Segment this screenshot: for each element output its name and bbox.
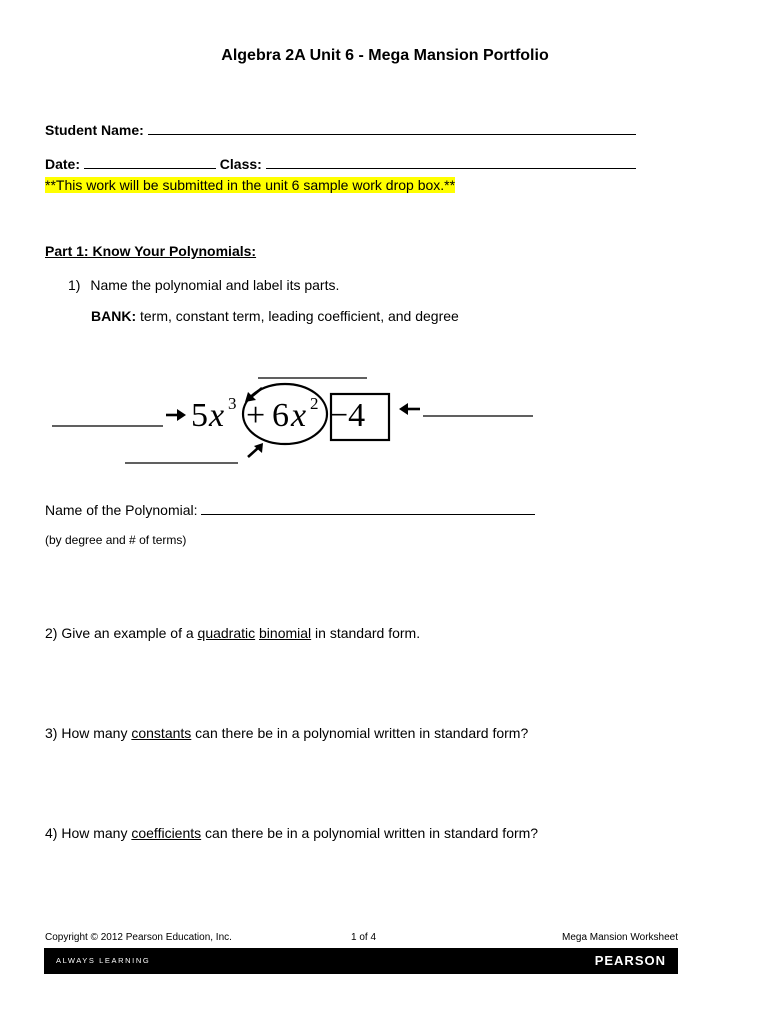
term2-sign: + bbox=[246, 397, 266, 434]
footer-page-number: 1 of 4 bbox=[351, 932, 377, 943]
part1-heading: Part 1: Know Your Polynomials: bbox=[45, 243, 257, 259]
q2-prefix: 2) Give an example of a bbox=[45, 625, 198, 641]
footer-copyright: Copyright © 2012 Pearson Education, Inc. bbox=[45, 932, 232, 943]
date-class-line bbox=[45, 156, 636, 172]
polynomial-name-field[interactable] bbox=[201, 502, 535, 515]
page-title: Algebra 2A Unit 6 - Mega Mansion Portfolio bbox=[221, 47, 549, 64]
q1-text: Name the polynomial and label its parts. bbox=[90, 277, 340, 293]
bank-label: BANK: bbox=[91, 308, 137, 324]
q4-prefix: 4) How many bbox=[45, 825, 132, 841]
term1-coefficient: 5 bbox=[191, 397, 208, 434]
class-label: Class: bbox=[219, 156, 262, 172]
q4-word-coefficients: coefficients bbox=[131, 825, 202, 841]
term1-variable: x bbox=[209, 397, 225, 434]
footer-bar bbox=[44, 948, 678, 974]
pearson-logo: PEARSON bbox=[594, 953, 666, 968]
date-label: Date: bbox=[45, 156, 81, 172]
term2-exponent: 2 bbox=[310, 394, 319, 413]
submission-notice: **This work will be submitted in the unit 6 sample work drop box.** bbox=[45, 177, 456, 193]
student-name-field[interactable] bbox=[148, 122, 636, 135]
q2-word-quadratic: quadratic bbox=[197, 625, 256, 641]
student-name-line bbox=[45, 122, 636, 138]
term1-exponent: 3 bbox=[228, 394, 237, 413]
question-4 bbox=[45, 825, 538, 841]
polynomial-name-hint: (by degree and # of terms) bbox=[45, 533, 187, 547]
date-field[interactable] bbox=[84, 156, 216, 169]
word-bank bbox=[91, 308, 459, 324]
student-name-label: Student Name: bbox=[45, 122, 144, 138]
always-learning-tagline: ALWAYS LEARNING bbox=[56, 956, 151, 965]
question-2 bbox=[45, 625, 420, 641]
polynomial-name-label: Name of the Polynomial: bbox=[45, 502, 198, 518]
q2-suffix: in standard form. bbox=[311, 625, 421, 641]
q3-suffix: can there be in a polynomial written in standard form? bbox=[191, 725, 529, 741]
term2-variable: x bbox=[291, 397, 307, 434]
term2-coefficient: 6 bbox=[272, 397, 289, 434]
q3-word-constants: constants bbox=[131, 725, 192, 741]
q4-suffix: can there be in a polynomial written in standard form? bbox=[201, 825, 539, 841]
question-3 bbox=[45, 725, 528, 741]
q3-prefix: 3) How many bbox=[45, 725, 132, 741]
polynomial-diagram bbox=[0, 360, 770, 470]
constant-term: −4 bbox=[329, 397, 366, 434]
footer-worksheet-name: Mega Mansion Worksheet bbox=[562, 932, 678, 943]
polynomial-name-line bbox=[45, 502, 535, 518]
q1-number: 1) bbox=[68, 277, 81, 293]
arrow-up-right-icon bbox=[248, 448, 258, 457]
question-1 bbox=[68, 277, 339, 293]
arrow-down-left-icon bbox=[251, 388, 262, 397]
bank-text: term, constant term, leading coefficient, and degree bbox=[140, 308, 459, 324]
class-field[interactable] bbox=[266, 156, 636, 169]
q2-word-binomial: binomial bbox=[259, 625, 312, 641]
